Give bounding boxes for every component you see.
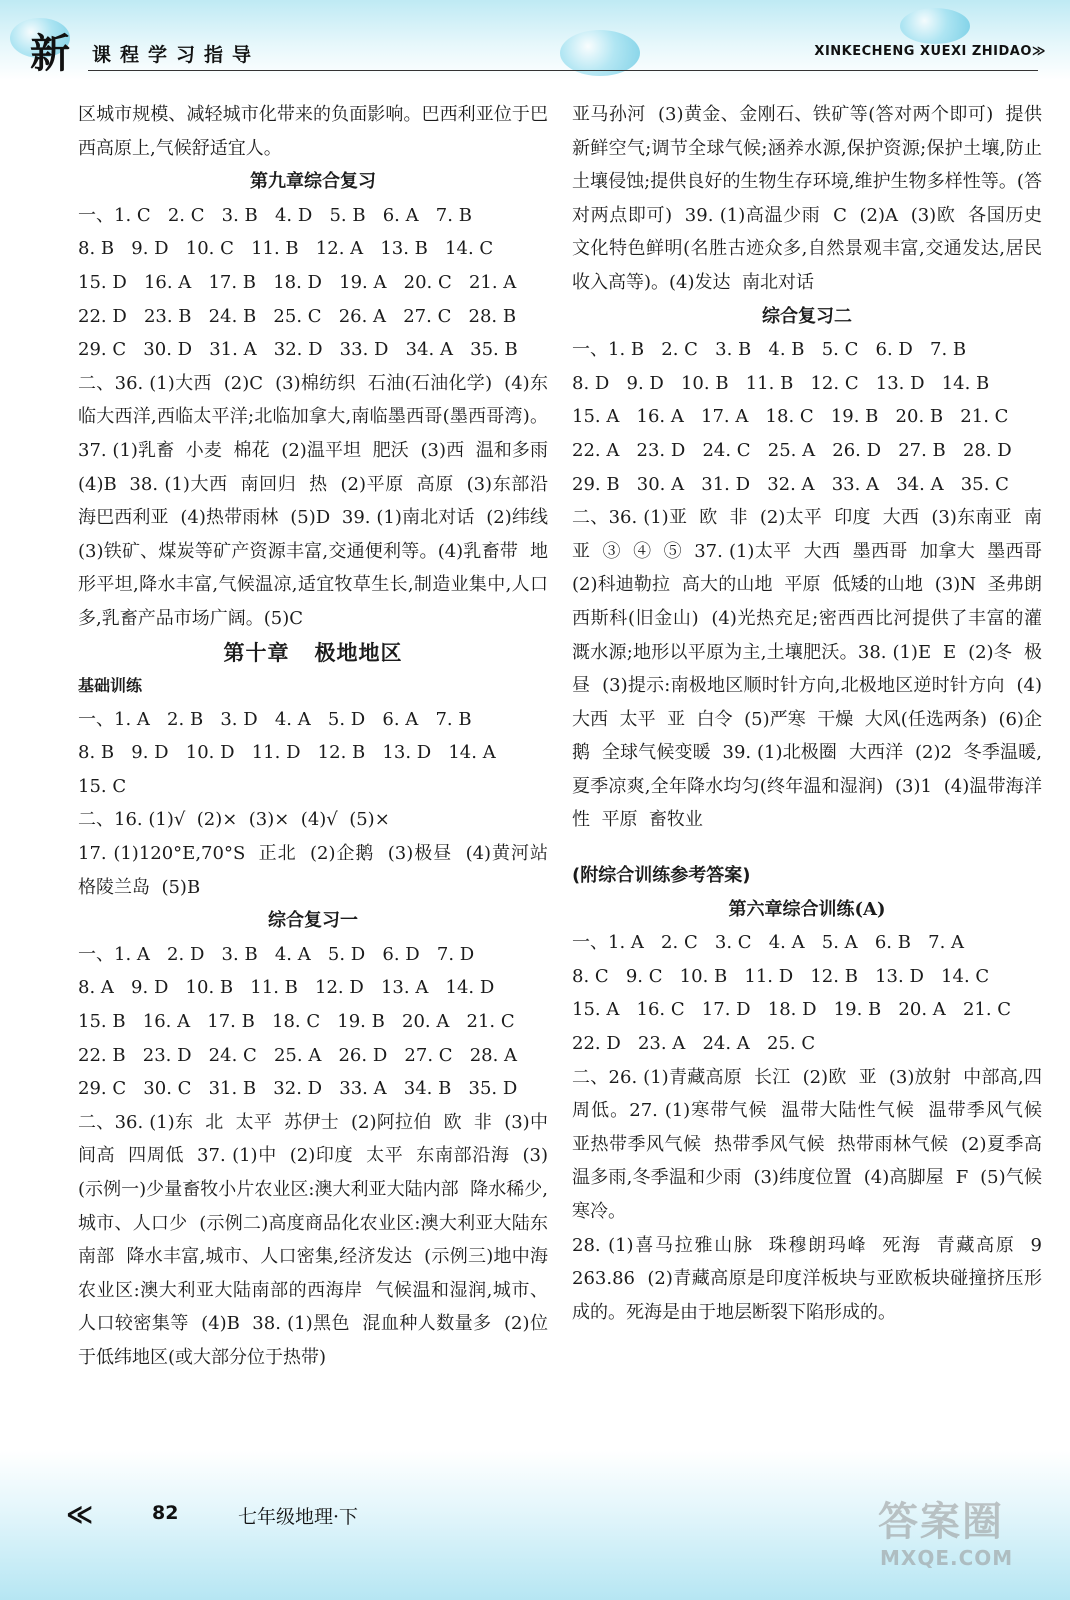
answer-paragraph: 一、1. A 2. C 3. C 4. A 5. A 6. B 7. A 8. C 9. C 10. B 11. D 12. B 13. D 14. C 15. A 16. C 17. D 18. D 19. B 20. A 21. C 22. D 23. A 24. A 25. C [572,932,1012,1055]
answer-paragraph: 二、36. (1)大西 (2)C (3)棉纺织 石油(石油化学) (4)东临大西洋,西临太平洋;北临加拿大,南临墨西哥(墨西哥湾)。37. (1)乳畜 小麦 棉花 (2)温平坦 肥沃 (3)西 温和多雨 (4)B 38. (1)大西 南回归 热 (2)平原 高原 (3)东部沿海巴西利亚 (4)热带雨林 (5)D 39. (1)南北对话 (2)纬线 (3)铁矿、煤炭等矿产资源丰富,交通便利等。(4)乳畜带 地形平坦,降水丰富,气候温凉,适宜牧草生长,制造业集中,人口多,乳畜产品市场广阔。(5)C [78,372,560,629]
appendix-heading: (附综合训练参考答案) [572,865,751,887]
bubble-decoration [900,8,970,44]
series-logo: 新 [30,31,70,77]
answer-paragraph: 二、36. (1)亚 欧 非 (2)太平 印度 大西 (3)东南亚 南亚 ③ ④ ⑤ 37. (1)太平 大西 墨西哥 加拿大 墨西哥 (2)科迪勒拉 高大的山地 平原 低矮的山地 (3)N 圣弗朗西斯科(旧金山) (4)光热充足;密西西比河提供了丰富的灌溉水源;地形以平原为主,土壤肥沃。38. (1)E E (2)冬 极昼 (3)提示:南极地区顺时针方向,北极地区逆时针方向 (4)大西 太平 亚 白令 (5)严寒 干燥 大风(任选两条) (6)企鹅 全球气候变暖 39. (1)北极圈 大西洋 (2)2 冬季温暖,夏季凉爽,全年降水均匀(终年温和湿润) (3)1 (4)温带海洋性 平原 畜牧业 [572,507,1054,831]
subsection-label: 基础训练 [78,676,143,696]
answer-paragraph: 一、1. B 2. C 3. B 4. B 5. C 6. D 7. B 8. D 9. D 10. B 11. B 12. C 13. D 14. B 15. A 16. A 17. A 18. C 19. B 20. B 21. C 22. A 23. D 24. C 25. A 26. D 27. B 28. D 29. B 30. A 31. D 32. A 33. A 34. A 35. C [572,339,1012,495]
answer-paragraph: 二、36. (1)东 北 太平 苏伊士 (2)阿拉伯 欧 非 (3)中间高 四周低 37. (1)中 (2)印度 太平 东南部沿海 (3)(示例一)少量畜牧小片农业区:澳大利亚大陆内部 降水稀少,城市、人口少 (示例二)高度商品化农业区:澳大利亚大陆东南部 降水丰富,城市、人口密集,经济发达 (示例三)地中海农业区:澳大利亚大陆南部的西海岸 气候温和湿润,城市、人口较密集等 (4)B 38. (1)黑色 混血种人数量多 (2)位于低纬地区(或大部分位于热带) [78,1111,548,1368]
back-arrows-icon: ≪ [66,1500,94,1530]
watermark-logo [870,1490,1030,1580]
header-title: 课程学习指导 [92,44,261,66]
header-pinyin: XINKECHENG XUEXI ZHIDAO≫ [814,44,1046,59]
right-column [572,98,1054,1329]
section-title: 综合复习一 [268,910,358,932]
watermark-text: 答案圈 [878,1499,1004,1545]
section-title: 第六章综合训练(A) [728,898,886,920]
section-title: 第九章综合复习 [250,171,376,193]
answer-paragraph: 28. (1)喜马拉雅山脉 珠穆朗玛峰 死海 青藏高原 9 263.86 (2)青藏高原是印度洋板块与亚欧板块碰撞挤压形成的。死海是由于地层断裂下陷形成的。 [572,1234,1048,1323]
answer-paragraph: 一、1. A 2. B 3. D 4. A 5. D 6. A 7. B 8. B 9. D 10. D 11. D 12. B 13. D 14. A 15. C [78,708,496,797]
answer-paragraph: 区城市规模、减轻城市化带来的负面影响。巴西利亚位于巴西高原上,气候舒适宜人。 [78,104,548,159]
watermark-url: MXQE.COM [880,1546,1014,1570]
left-column [78,98,560,1375]
chapter-title: 第十章 极地地区 [223,639,403,665]
answer-paragraph: 亚马孙河 (3)黄金、金刚石、铁矿等(答对两个即可) 提供新鲜空气;调节全球气候;涵养水源,保护资源;保护土壤,防止土壤侵蚀;提供良好的生物生存环境,维护生物多样性等。(答对两点即可) 39. (1)高温少雨 C (2)A (3)欧 各国历史文化特色鲜明(名胜古迹众多,自然景观丰富,交通发达,居民收入高等)。(4)发达 南北对话 [572,104,1042,293]
page-header [0,0,1070,80]
section-title: 综合复习二 [762,305,852,327]
answer-paragraph: 二、16. (1)√ (2)× (3)× (4)√ (5)× [78,809,390,831]
answer-paragraph: 一、1. A 2. D 3. B 4. A 5. D 6. D 7. D 8. A 9. D 10. B 11. B 12. D 13. A 14. D 15. B 16. A 17. B 18. C 19. B 20. A 21. C 22. B 23. D 24. C 25. A 26. D 27. C 28. A 29. C 30. C 31. B 32. D 33. A 34. B 35. D [78,943,518,1100]
book-title: 七年级地理·下 [238,1506,359,1528]
answer-paragraph: 二、26. (1)青藏高原 长江 (2)欧 亚 (3)放射 中部高,四周低。27. (1)寒带气候 温带大陆性气候 温带季风气候 亚热带季风气候 热带季风气候 热带雨林气候 (2)夏季高温多雨,冬季温和少雨 (3)纬度位置 (4)高脚屋 F (5)气候寒冷。 [572,1066,1054,1222]
header-divider [88,70,1038,71]
page-number: 82 [152,1502,179,1524]
answer-paragraph: 一、1. C 2. C 3. B 4. D 5. B 6. A 7. B 8. B 9. D 10. C 11. B 12. A 13. B 14. C 15. D 16. A 17. B 18. D 19. A 20. C 21. A 22. D 23. B 24. B 25. C 26. A 27. C 28. B 29. C 30. D 31. A 32. D 33. D 34. A 35. B [78,204,518,361]
answer-paragraph: 17. (1)120°E,70°S 正北 (2)企鹅 (3)极昼 (4)黄河站 格陵兰岛 (5)B [78,843,560,898]
